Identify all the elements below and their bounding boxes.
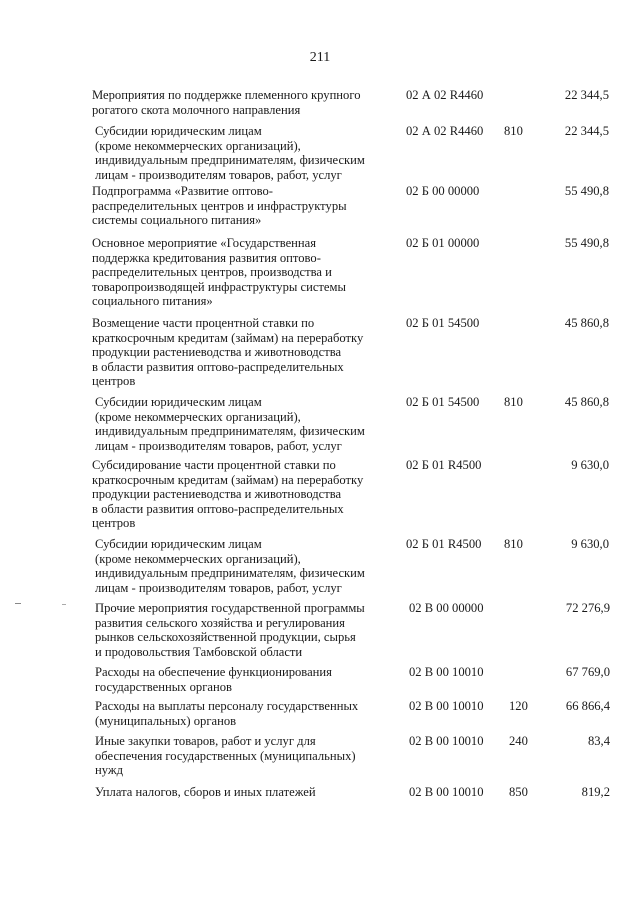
row-code: 02 В 00 00000 xyxy=(409,601,484,615)
row-description: Основное мероприятие «Государственная поддержка кредитования развития оптово- распределительных центров, производства и товаропроизводящей инфраструктуры системы социального питания» xyxy=(92,236,346,309)
row-description: Иные закупки товаров, работ и услуг для обеспечения государственных (муниципальных) нужд xyxy=(95,734,356,778)
row-description: Мероприятия по поддержке племенного крупного рогатого скота молочного направления xyxy=(92,88,361,117)
row-amount: 22 344,5 xyxy=(564,88,609,102)
row-code: 02 А 02 R4460 xyxy=(406,88,484,102)
row-amount: 45 860,8 xyxy=(564,395,609,409)
scan-margin-mark xyxy=(62,604,66,605)
row-amount: 67 769,0 xyxy=(565,665,610,679)
row-description: Расходы на выплаты персоналу государственных (муниципальных) органов xyxy=(95,699,359,728)
row-code: 02 Б 01 00000 xyxy=(406,236,480,250)
row-amount: 55 490,8 xyxy=(564,184,609,198)
row-description: Уплата налогов, сборов и иных платежей xyxy=(95,785,316,799)
scan-margin-mark xyxy=(15,603,21,604)
row-amount: 9 630,0 xyxy=(571,537,609,551)
row-expense-type: 810 xyxy=(504,124,523,138)
row-code: 02 Б 00 00000 xyxy=(406,184,480,198)
row-amount: 66 866,4 xyxy=(565,699,610,713)
row-code: 02 В 00 10010 xyxy=(409,699,484,713)
row-amount: 83,4 xyxy=(587,734,610,748)
row-amount: 819,2 xyxy=(581,785,610,799)
row-amount: 55 490,8 xyxy=(564,236,609,250)
row-code: 02 Б 01 54500 xyxy=(406,395,480,409)
row-code: 02 В 00 10010 xyxy=(409,785,484,799)
row-code: 02 Б 01 54500 xyxy=(406,316,480,330)
row-amount: 45 860,8 xyxy=(564,316,609,330)
page-number: 211 xyxy=(309,50,331,65)
row-description: Субсидии юридическим лицам (кроме некоммерческих организаций), индивидуальным предпринимателям, физическим лицам - производителям товаров, работ, услуг xyxy=(95,395,365,453)
row-expense-type: 850 xyxy=(509,785,528,799)
row-description: Субсидии юридическим лицам (кроме некоммерческих организаций), индивидуальным предпринимателям, физическим лицам - производителям товаров, работ, услуг xyxy=(95,124,365,182)
row-expense-type: 120 xyxy=(509,699,528,713)
row-amount: 22 344,5 xyxy=(564,124,609,138)
row-description: Подпрограмма «Развитие оптово- распределительных центров и инфраструктуры системы социального питания» xyxy=(92,184,347,228)
row-code: 02 В 00 10010 xyxy=(409,665,484,679)
row-code: 02 В 00 10010 xyxy=(409,734,484,748)
row-amount: 9 630,0 xyxy=(571,458,609,472)
row-expense-type: 810 xyxy=(504,395,523,409)
row-code: 02 Б 01 R4500 xyxy=(406,458,482,472)
row-code: 02 А 02 R4460 xyxy=(406,124,484,138)
row-amount: 72 276,9 xyxy=(565,601,610,615)
row-description: Расходы на обеспечение функционирования государственных органов xyxy=(95,665,332,694)
row-expense-type: 240 xyxy=(509,734,528,748)
row-expense-type: 810 xyxy=(504,537,523,551)
row-description: Субсидирование части процентной ставки по краткосрочным кредитам (займам) на переработку продукции растениеводства и животноводства в области развития оптово-распределительных центров xyxy=(92,458,364,531)
row-code: 02 Б 01 R4500 xyxy=(406,537,482,551)
row-description: Субсидии юридическим лицам (кроме некоммерческих организаций), индивидуальным предпринимателям, физическим лицам - производителям товаров, работ, услуг xyxy=(95,537,365,595)
row-description: Прочие мероприятия государственной программы развития сельского хозяйства и регулирования рынков сельскохозяйственной продукции, сырья и продовольствия Тамбовской области xyxy=(95,601,365,659)
row-description: Возмещение части процентной ставки по краткосрочным кредитам (займам) на переработку продукции растениеводства и животноводства в области развития оптово-распределительных центров xyxy=(92,316,364,389)
